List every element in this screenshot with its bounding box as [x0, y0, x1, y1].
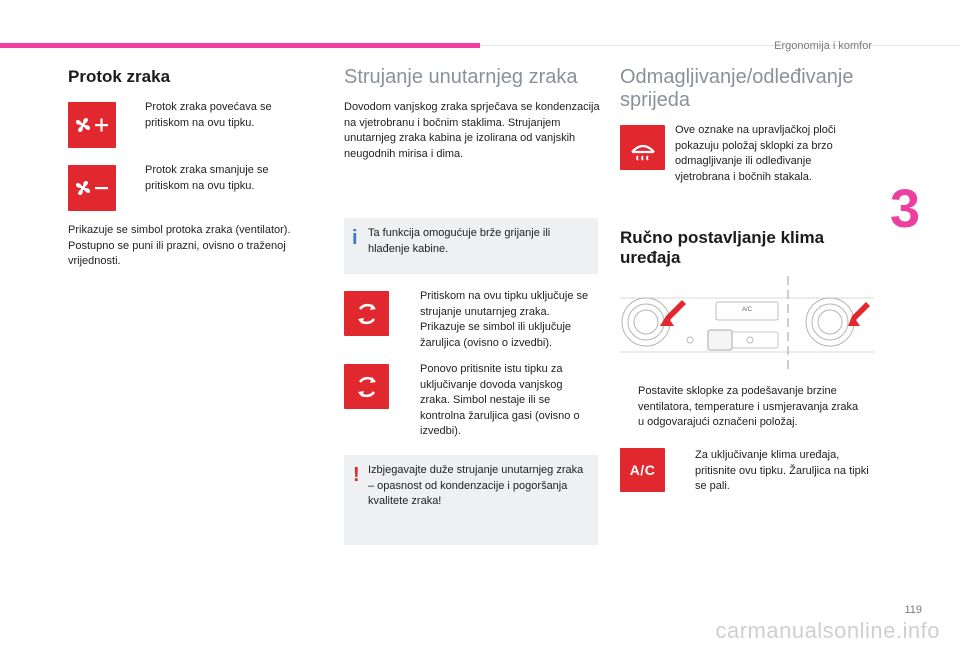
- strujanje-title: Strujanje unutarnjeg zraka: [344, 66, 578, 88]
- panel-ac-label: A/C: [742, 307, 753, 313]
- fan-minus-icon: [68, 165, 116, 211]
- chapter-number: 3: [890, 179, 921, 239]
- warning-text: Izbjegavajte duže strujanje unutarnjeg zraka – opasnost od kondenzacije i pogoršanja kvalitete zraka!: [368, 464, 584, 507]
- info-box: [344, 218, 598, 274]
- odmagljivanje-title: [620, 66, 853, 112]
- info-icon: i: [352, 227, 358, 249]
- odmagljivanje-title-line2: sprijeda: [620, 89, 691, 111]
- rucno-item-ac: Za uključivanje klima uređaja, pritisnite ovu tipku. Žaruljica na tipki se pali.: [695, 449, 869, 492]
- page-number: 119: [904, 604, 922, 616]
- header-rule: [480, 45, 960, 46]
- protok-paragraph: Prikazuje se simbol protoka zraka (ventilator). Postupno se puni ili prazni, ovisno o traženoj vrijednosti.: [68, 224, 291, 267]
- accent-bar: [0, 43, 480, 48]
- rucno-paragraph: Postavite sklopke za podešavanje brzine ventilatora, temperature i usmjeravanja zraka u odgovarajući označeni položaj.: [638, 385, 859, 428]
- watermark: carmanualsonline.info: [715, 618, 940, 643]
- info-text: Ta funkcija omogućuje brže grijanje ili hlađenje kabine.: [368, 227, 551, 255]
- strujanje-paragraph: Dovodom vanjskog zraka sprječava se kondenzacija na vjetrobranu i bočnim staklima. Strujanjem unutarnjeg zraka kabina je izolirana od vanjskih neugodnih mirisa i dima.: [344, 101, 600, 160]
- protok-item-increase: Protok zraka povećava se pritiskom na ovu tipku.: [145, 101, 272, 129]
- warning-box: [344, 455, 598, 545]
- strujanje-item-off: Ponovo pritisnite istu tipku za uključivanje dovoda vanjskog zraka. Simbol nestaje ili se kontrolna žaruljica gasi (ovisno o izvedbi).: [420, 363, 580, 437]
- section-title: Ergonomija i komfor: [774, 40, 872, 52]
- recirculation-icon: [344, 364, 389, 409]
- fan-plus-icon: [68, 102, 116, 148]
- strujanje-item-on: Pritiskom na ovu tipku uključuje se strujanje unutarnjeg zraka. Prikazuje se simbol ili uključuje žaruljica (ovisno o izvedbi).: [420, 290, 589, 349]
- ac-button-label: A/C: [629, 462, 656, 478]
- climate-panel-illustration: [620, 276, 874, 370]
- rucno-title-line1: Ručno postavljanje klima: [620, 228, 825, 247]
- ac-button-icon: [620, 448, 665, 492]
- rucno-title: [620, 228, 824, 268]
- rucno-title-line2: uređaja: [620, 248, 681, 267]
- odmagljivanje-title-line1: Odmagljivanje/odleđivanje: [620, 66, 854, 88]
- recirculation-icon: [344, 291, 389, 336]
- protok-title: Protok zraka: [68, 67, 171, 86]
- odmagljivanje-paragraph: Ove oznake na upravljačkoj ploči pokazuju položaj sklopki za brzo odmagljivanje ili odleđivanje vjetrobrana i bočnih stakala.: [675, 124, 836, 183]
- protok-item-decrease: Protok zraka smanjuje se pritiskom na ovu tipku.: [145, 164, 269, 192]
- defrost-icon: [620, 125, 665, 170]
- warning-icon: !: [353, 464, 360, 486]
